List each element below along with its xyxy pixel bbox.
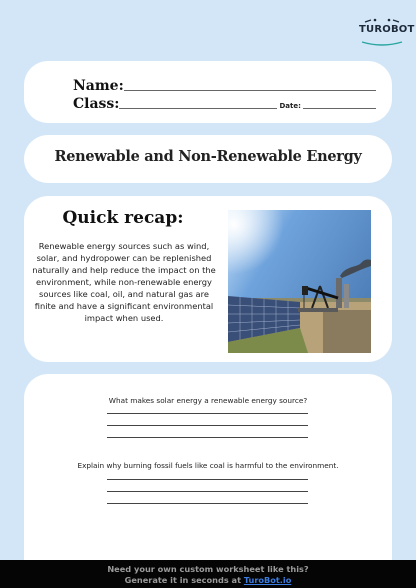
- date-label: Date:: [279, 102, 301, 110]
- class-field: [73, 96, 376, 112]
- name-blank-line[interactable]: [124, 90, 376, 91]
- answer-line-1-2[interactable]: [107, 425, 308, 426]
- student-info-card: [24, 61, 392, 123]
- class-label: Class:: [73, 96, 120, 112]
- turobot-link[interactable]: TuroBot.io: [243, 575, 292, 585]
- footer-line-2-prefix: Generate it in seconds at: [124, 575, 244, 585]
- promo-footer: [0, 560, 416, 588]
- answer-line-1-3[interactable]: [107, 437, 308, 438]
- footer-line-2: [0, 575, 416, 586]
- logo-text: TUROBOT: [359, 24, 415, 35]
- answer-line-2-1[interactable]: [107, 479, 308, 480]
- answer-line-1-1[interactable]: [107, 413, 308, 414]
- answer-line-2-3[interactable]: [107, 503, 308, 504]
- question-2: Explain why burning fossil fuels like coal is harmful to the environment.: [77, 461, 339, 470]
- solar-panels-oil-pump-image: [228, 210, 371, 353]
- turobot-logo: [359, 18, 415, 48]
- recap-body-text: Renewable energy sources such as wind, solar, and hydropower can be replenished naturally and help reduce the impact on the environment, while non-renewable energy sources like coal, oil, and natural gas are finite and have a significant environmental impact when used.: [32, 241, 216, 323]
- worksheet-title: Renewable and Non-Renewable Energy: [54, 148, 362, 165]
- name-field: [73, 78, 376, 94]
- answer-line-2-2[interactable]: [107, 491, 308, 492]
- recap-heading: Quick recap:: [62, 208, 184, 228]
- question-1: What makes solar energy a renewable energy source?: [108, 396, 308, 405]
- recap-card: [24, 196, 392, 362]
- date-blank-line[interactable]: [303, 108, 376, 109]
- class-blank-line[interactable]: [119, 108, 277, 109]
- footer-line-1: Need your own custom worksheet like this?: [107, 564, 309, 574]
- energy-photo: [228, 210, 371, 353]
- questions-card: [24, 374, 392, 574]
- name-label: Name:: [73, 78, 124, 94]
- title-card: [24, 135, 392, 183]
